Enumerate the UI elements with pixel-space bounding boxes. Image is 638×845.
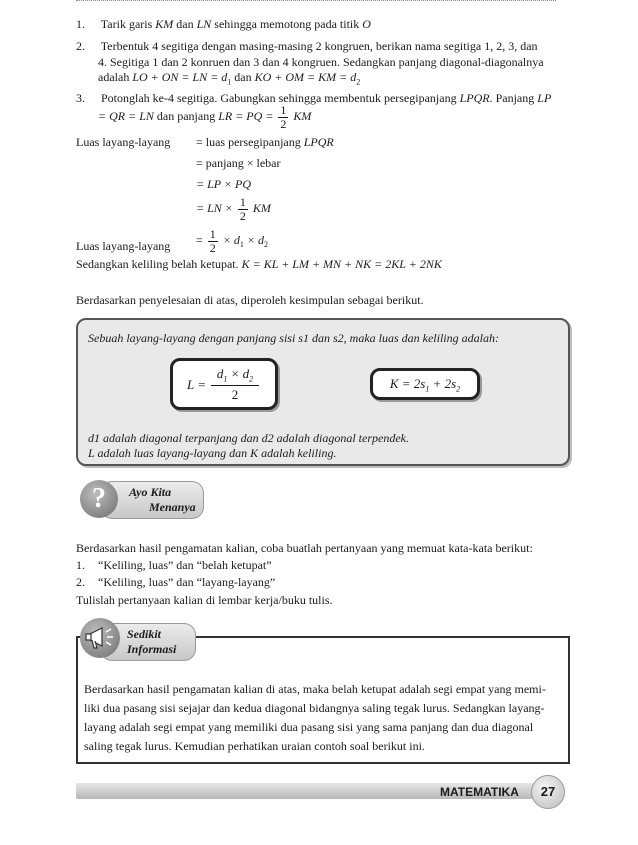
- perimeter-formula: $K = 2s_1 + 2s_2$: [370, 368, 480, 400]
- page-number: 27: [531, 775, 565, 809]
- fraction-half: $\frac{1}{2}$: [209, 227, 216, 255]
- derivation-row-2: = panjang × lebar: [196, 156, 281, 170]
- ayo-kita-menanya-badge: Ayo Kita Menanya: [100, 481, 204, 519]
- fraction-half: $\frac{1}{2}$: [280, 103, 287, 131]
- step-2-line-2: 4. Segitiga 1 dan 2 konruen dan 3 dan 4 kongruen. Sedangkan panjang diagonal-diagonalnya: [98, 55, 544, 69]
- sedikit-informasi-badge: Sedikit Informasi: [100, 623, 196, 661]
- area-fraction: $d_1 \times d_2$ 2: [211, 365, 259, 404]
- summary-box: [76, 318, 570, 466]
- derivation-row-4: = LN × $\frac{1}{2}$ KM: [196, 195, 271, 223]
- area-formula: L = $d_1 \times d_2$ 2: [170, 358, 278, 410]
- derivation-label: Luas layang-layang: [76, 135, 171, 149]
- question-mark-icon: ?: [80, 480, 118, 518]
- questions-intro: Berdasarkan hasil pengamatan kalian, coba buatlah pertanyaan yang memuat kata-kata berikut:: [76, 541, 533, 555]
- summary-note-1: d1 adalah diagonal terpanjang dan d2 adalah diagonal terpendek.: [88, 431, 409, 445]
- megaphone-icon: [80, 618, 120, 658]
- step-2-line-3: adalah LO + ON = LN = $d_1$ dan KO + OM = KM = $d_2$: [98, 70, 361, 87]
- conclusion-intro: Berdasarkan penyelesaian di atas, diperoleh kesimpulan sebagai berikut.: [76, 293, 424, 307]
- derivation-row-3: = LP × PQ: [196, 177, 251, 191]
- step-3: 3. Potonglah ke-4 segitiga. Gabungkan sehingga membentuk persegipanjang LPQR. Panjang LP: [76, 91, 552, 105]
- keliling-line: Sedangkan keliling belah ketupat. K = KL + LM + MN + NK = 2KL + 2NK: [76, 257, 442, 271]
- derivation-row-5: = $\frac{1}{2}$ × $d_1 \times d_2$: [196, 227, 268, 255]
- questions-closing: Tulislah pertanyaan kalian di lembar kerja/buku tulis.: [76, 593, 333, 607]
- step-1: 1. Tarik garis KM dan LN sehingga memotong pada titik O: [76, 17, 371, 31]
- question-item-2: 2. “Keliling, luas” dan “layang-layang”: [76, 575, 276, 589]
- summary-heading: Sebuah layang-layang dengan panjang sisi s1 dan s2, maka luas dan keliling adalah:: [88, 331, 499, 345]
- derivation-row-5-label: Luas layang-layang: [76, 239, 171, 253]
- footer-subject: MATEMATIKA: [440, 785, 519, 799]
- summary-note-2: L adalah luas layang-layang dan K adalah keliling.: [88, 446, 337, 460]
- fraction-half: $\frac{1}{2}$: [239, 195, 246, 223]
- info-text: Berdasarkan hasil pengamatan kalian di atas, maka belah ketupat adalah segi empat yang memi- liki dua pasang sisi sejajar dan kedua diagonal bidangnya saling tegak lurus. Sedangkan layang- layang adalah segi empat yang memiliki dua pasang sisi yang sama panjang dan dua diagonal saling tegak lurus. Kemudian perhatikan uraian contoh soal berikut ini.: [84, 682, 546, 753]
- step-3-line-2: = QR = LN dan panjang LR = PQ = $\frac{1}{2}$ KM: [98, 103, 312, 131]
- top-cut-line: [76, 0, 556, 1]
- question-item-1: 1. “Keliling, luas” dan “belah ketupat”: [76, 558, 272, 572]
- derivation-row-1: = luas persegipanjang LPQR: [196, 135, 334, 149]
- step-2: 2. Terbentuk 4 segitiga dengan masing-masing 2 kongruen, berikan nama segitiga 1, 2, 3, dan: [76, 39, 538, 53]
